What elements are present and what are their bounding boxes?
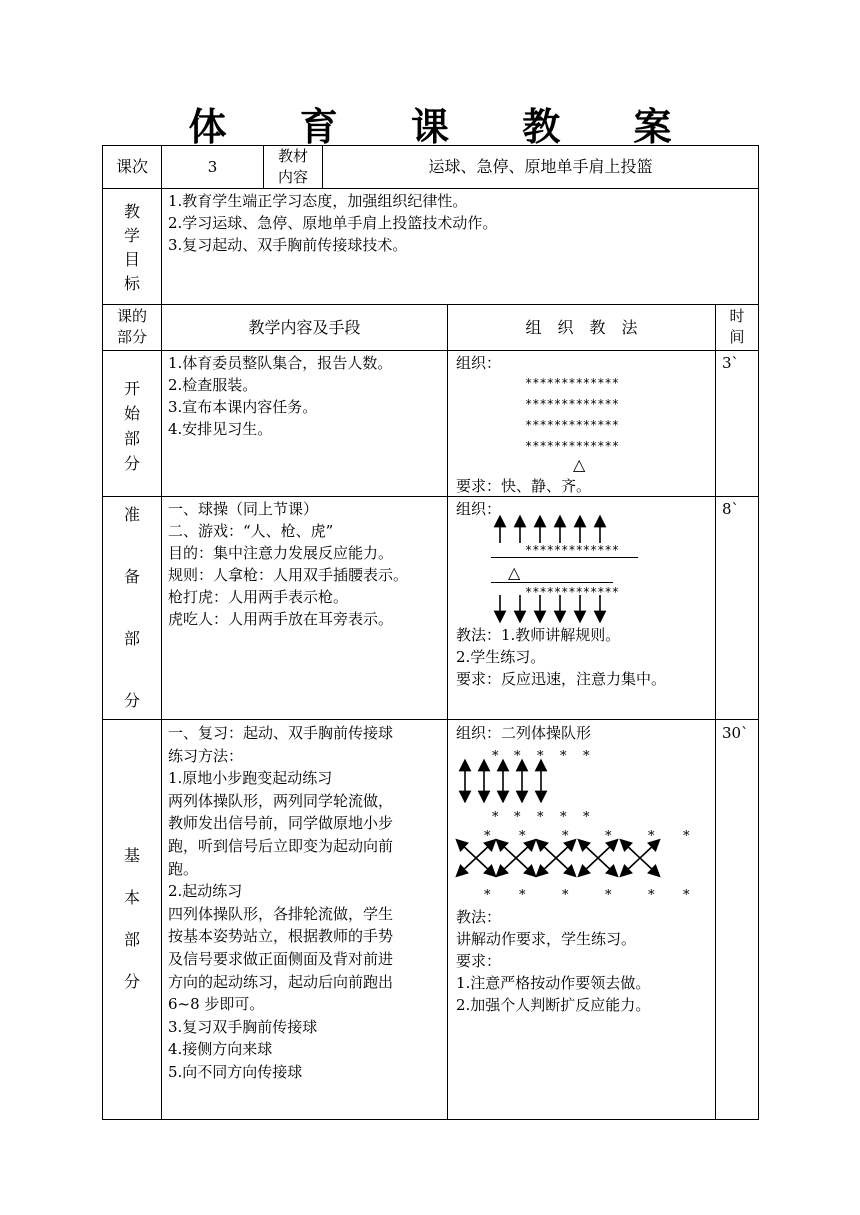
content-line: 一、球操（同上节课） [168,500,319,518]
content-line: 及信号要求做正面侧面及背对前进 [168,949,394,968]
formation-star: * [562,829,569,844]
column-time-line-2: 间 [729,328,745,346]
lesson-value: 3 [207,158,218,176]
formation-star: * [560,749,567,764]
formation-star: * [492,749,499,764]
content-line: 4.接侧方向来球 [168,1040,273,1059]
section-label-char: 分 [123,691,140,710]
content-label-line-1: 教材 [277,147,308,165]
formation-star: * [484,829,491,844]
formation-star: * [605,829,612,844]
column-time-line-1: 时 [729,307,745,325]
column-part-line-1: 课的 [116,307,147,325]
objective-item: 2.学习运球、急停、原地单手肩上投篮技术动作。 [168,214,498,232]
prep-teacher-triangle-icon: △ [508,563,521,582]
method-line: 教法：1.教师讲解规则。 [456,626,621,644]
content-label [264,146,322,188]
method-line: 要求：反应迅速，注意力集中。 [456,670,667,688]
content-line: 4.安排见习生。 [168,420,273,438]
formation-star: * [537,749,544,764]
content-line: 2.起动练习 [168,882,243,901]
method-line: 要求： [456,952,502,970]
objective-item: 1.教育学生端正学习态度，加强组织纪律性。 [168,192,468,210]
start-method-head: 组织： [456,354,502,372]
content-line: 规则：人拿枪：人用双手插腰表示。 [168,566,409,584]
prep-method-head: 组织： [456,500,502,518]
section-label-char: 部 [123,429,140,448]
content-line: 6~8 步即可。 [168,995,265,1014]
formation-star: * [514,810,521,825]
content-line: 3.宣布本课内容任务。 [168,398,318,416]
main-method-head: 组织：二列体操队形 [456,724,592,742]
content-line: 方向的起动练习，起动后向前跑出 [168,972,394,991]
objectives-label [103,200,161,296]
star-row: ************* [525,397,619,411]
content-line: 2.检查服装。 [168,376,258,394]
objectives-label-char: 标 [123,274,140,293]
prep-time: 8` [722,500,740,518]
formation-star: * [562,888,569,903]
content-line: 跑，听到信号后立即变为起动向前 [168,836,394,855]
prep-content [168,498,446,630]
column-part-line-2: 部分 [116,328,147,346]
start-time: 3` [722,354,740,372]
section-label-char: 部 [123,930,140,949]
main-time: 30` [722,724,749,742]
section-label-char: 分 [123,972,140,991]
method-line: 教法： [456,908,502,926]
content-line: 二、游戏：“人、枪、虎” [168,522,334,540]
method-line: 2.学生练习。 [456,648,546,666]
content-line: 虎吃人：人用两手放在耳旁表示。 [168,610,394,628]
start-method-foot: 要求：快、静、齐。 [456,477,592,495]
formation-star: * [683,888,690,903]
section-label-char: 本 [123,888,140,907]
method-line: 2.加强个人判断扩反应能力。 [456,996,651,1014]
formation-star: * [648,888,655,903]
objectives-label-char: 目 [123,250,140,269]
formation-star: * [519,829,526,844]
content-line: 四列体操队形，各排轮流做，学生 [168,904,394,923]
prep-method-foot [456,624,666,690]
section-label-char: 部 [123,629,140,648]
main-section-label [103,846,161,992]
formation-star: * [583,810,590,825]
column-method: 组 织 教 法 [525,317,638,337]
content-line: 两列体操队形，两列同学轮流做， [168,791,394,810]
column-part [103,306,161,348]
objective-item: 3.复习起动、双手胸前传接球技术。 [168,236,408,254]
content-line: 5.向不同方向传接球 [168,1062,303,1081]
section-label-char: 开 [123,379,140,398]
content-line: 目的：集中注意力发展反应能力。 [168,544,394,562]
content-line: 枪打虎：人用两手表示枪。 [168,588,349,606]
formation-star: * [537,810,544,825]
lesson-label: 课次 [115,157,148,176]
objectives-label-char: 学 [123,226,140,245]
star-row: ************* [525,376,619,390]
teacher-triangle-icon: △ [573,455,586,474]
prep-star-row-2: ************* [525,585,619,599]
content-line: 教师发出信号前，同学做原地小步 [168,814,394,833]
content-line: 一、复习：起动、双手胸前传接球 [168,724,394,742]
content-line: 1.体育委员整队集合，报告人数。 [168,354,393,372]
main-drill-diagram [450,755,710,895]
objectives-list [168,190,753,256]
formation-star: * [560,810,567,825]
star-row: ************* [525,439,619,453]
objectives-label-char: 教 [123,202,140,221]
formation-star: * [605,888,612,903]
start-formation [525,373,619,457]
start-content [168,352,446,440]
content-line: 按基本姿势站立，根据教师的手势 [168,927,394,946]
prep-section-label [103,505,161,711]
main-content [168,722,446,1084]
formation-star: * [484,888,491,903]
formation-star: * [519,888,526,903]
content-label-line-2: 内容 [277,168,308,186]
content-line: 练习方法： [168,746,244,765]
content-line: 1.原地小步跑变起动练习 [168,769,333,788]
section-label-char: 备 [123,567,140,586]
prep-star-row-1: ************* [525,543,619,557]
star-row: ************* [525,418,619,432]
column-content: 教学内容及手段 [248,317,361,337]
formation-star: * [683,829,690,844]
section-label-char: 准 [123,505,140,524]
start-section-label [103,376,161,476]
column-time [716,306,758,348]
formation-star: * [514,749,521,764]
section-label-char: 基 [123,846,140,865]
formation-star: * [583,749,590,764]
content-line: 跑。 [168,859,199,878]
section-label-char: 分 [123,454,140,473]
method-line: 讲解动作要求，学生练习。 [456,930,637,948]
method-line: 1.注意严格按动作要领去做。 [456,974,651,992]
formation-star: * [492,810,499,825]
content-line: 3.复习双手胸前传接球 [168,1017,318,1036]
formation-star: * [648,829,655,844]
main-method-foot [456,906,650,1016]
content-value: 运球、急停、原地单手肩上投篮 [428,157,653,176]
page-title: 体 育 课 教 案 [188,105,702,149]
section-label-char: 始 [123,404,140,423]
